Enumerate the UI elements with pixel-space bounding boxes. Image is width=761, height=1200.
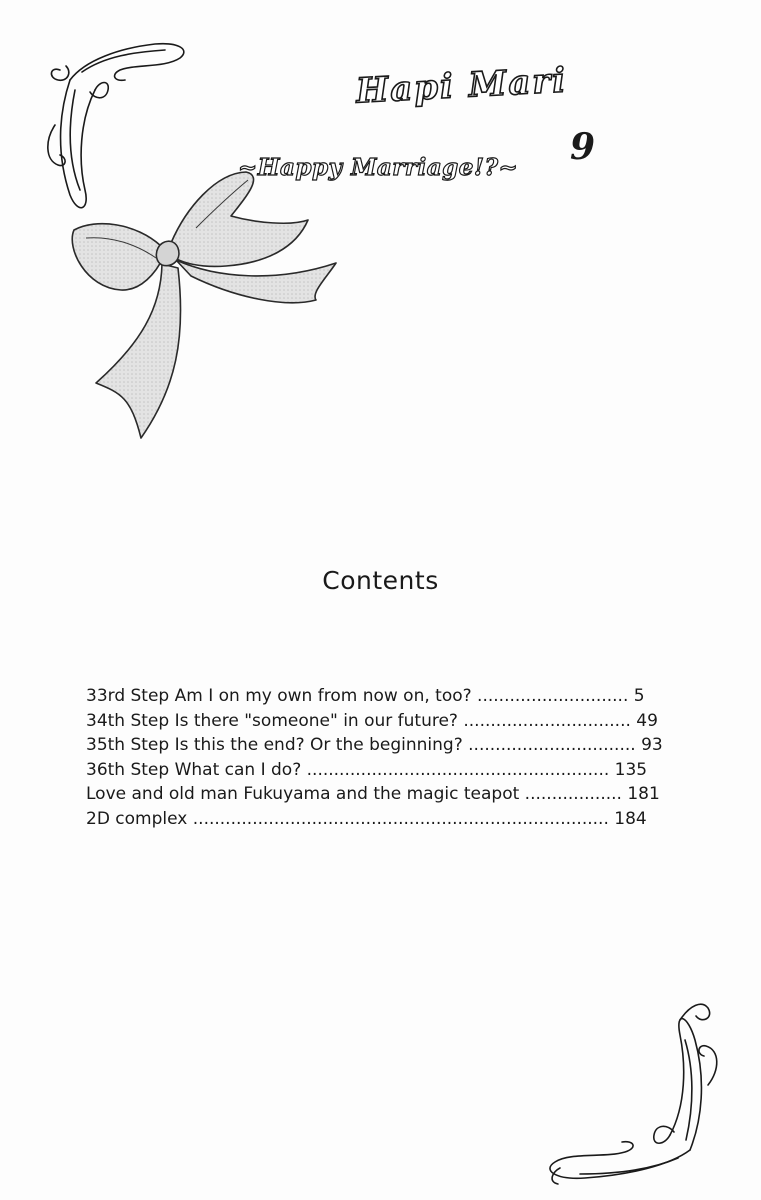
bottom-right-flourish-icon: [530, 990, 730, 1190]
toc-entry: 34th Step Is there "someone" in our future? ............................... 49: [86, 710, 658, 731]
table-of-contents: [86, 684, 686, 831]
series-subtitle: ~Happy Marriage!?~: [238, 154, 519, 181]
toc-entry: Love and old man Fukuyama and the magic teapot .................. 181: [86, 784, 660, 804]
series-title: Hapi Mari: [355, 60, 569, 112]
contents-heading: Contents: [322, 566, 439, 595]
toc-entry: 2D complex ............................................................................. 184: [86, 808, 647, 829]
toc-entry: 35th Step Is this the end? Or the beginning? ............................... 93: [86, 735, 663, 755]
toc-entry: 33rd Step Am I on my own from now on, too? ............................ 5: [86, 686, 645, 706]
toc-entry: 36th Step What can I do? ........................................................ 135: [86, 759, 648, 780]
volume-number: 9: [570, 126, 596, 168]
ribbon-bow-icon: [66, 168, 356, 443]
